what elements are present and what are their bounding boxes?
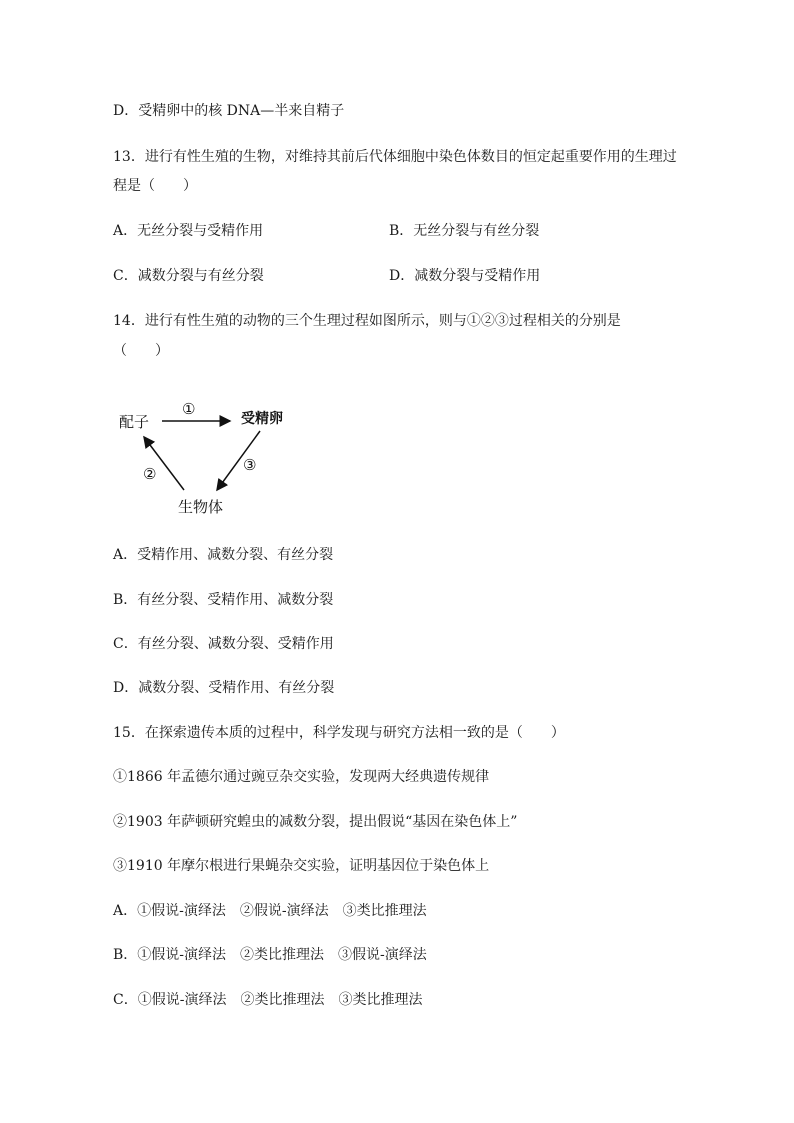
- q14-option-c: C．有丝分裂、减数分裂、受精作用: [113, 636, 334, 652]
- q14-option-a: A．受精作用、减数分裂、有丝分裂: [113, 547, 334, 563]
- node-zygote: 受精卵: [241, 411, 283, 427]
- q13-stem-line1: 13．进行有性生殖的生物，对维持其前后代体细胞中染色体数目的恒定起重要作用的生理过: [113, 149, 677, 165]
- q14-stem-line2: （ ）: [113, 343, 169, 359]
- q13-stem-line2: 程是（ ）: [113, 178, 197, 194]
- q13-option-c: C．减数分裂与有丝分裂: [113, 268, 264, 284]
- q13-option-a: A．无丝分裂与受精作用: [113, 223, 264, 239]
- node-gamete: 配子: [119, 413, 150, 431]
- q15-item-3: ③1910 年摩尔根进行果蝇杂交实验，证明基因位于染色体上: [113, 858, 490, 874]
- q15-option-c: C．①假说-演绎法 ②类比推理法 ③类比推理法: [113, 992, 423, 1008]
- node-organism: 生物体: [178, 498, 224, 516]
- q15-option-a: A．①假说-演绎法 ②假说-演绎法 ③类比推理法: [113, 903, 427, 919]
- reproduction-cycle-diagram: [110, 395, 310, 525]
- label-process-1: ①: [182, 400, 196, 418]
- label-process-3: ③: [243, 456, 257, 474]
- q15-item-1: ①1866 年孟德尔通过豌豆杂交实验，发现两大经典遗传规律: [113, 769, 490, 785]
- q15-item-2: ②1903 年萨顿研究蝗虫的减数分裂，提出假说“基因在染色体上”: [113, 814, 518, 830]
- q13-option-d: D．减数分裂与受精作用: [389, 268, 541, 284]
- q14-option-d: D．减数分裂、受精作用、有丝分裂: [113, 680, 335, 696]
- q15-option-b: B．①假说-演绎法 ②类比推理法 ③假说-演绎法: [113, 947, 427, 963]
- label-process-2: ②: [143, 465, 157, 483]
- q13-option-b: B．无丝分裂与有丝分裂: [389, 223, 540, 239]
- q15-stem: 15．在探索遗传本质的过程中，科学发现与研究方法相一致的是（ ）: [113, 725, 565, 741]
- q14-stem-line1: 14．进行有性生殖的动物的三个生理过程如图所示，则与①②③过程相关的分别是: [113, 313, 621, 329]
- q12-option-d: D．受精卵中的核 DNA—半来自精子: [113, 103, 345, 119]
- q14-option-b: B．有丝分裂、受精作用、减数分裂: [113, 592, 334, 608]
